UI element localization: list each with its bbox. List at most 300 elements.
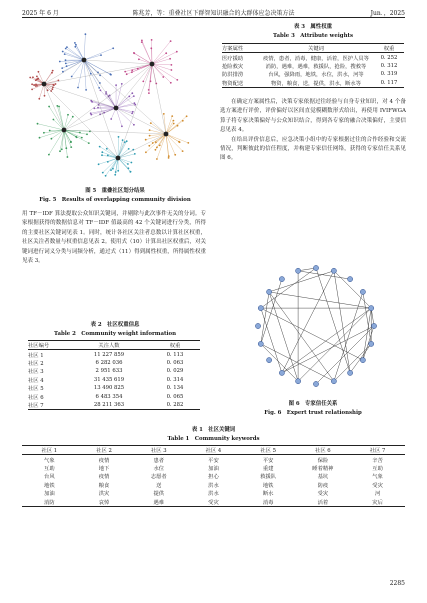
community-node [98,163,100,165]
table-2-title-cn: 表 2 社区权重信息 [90,322,140,328]
community-link [44,84,64,130]
community-node [76,136,78,138]
community-node [165,52,167,54]
table-header: 权重 [383,46,395,53]
community-node [44,95,46,97]
expert-node [369,306,374,311]
table-cell: 遇难 [153,499,165,506]
table-cell: 地铁 [44,482,55,489]
table-cell: 0. 029 [166,368,184,375]
table-header: 社区 1 [41,448,58,455]
table-cell: 0. 113 [166,351,184,358]
community-edge [152,52,177,64]
expert-node [360,358,365,363]
expert-node [331,268,336,273]
paragraph: 用 TF－IDF 算法提取公众知识关键词，并剔除与此次事件无关的分词。专家根据获得的数据信息对 TF－IDF 值最高的 42 个关键词进行分类，所得的主要社区关键词见表 1。同时，统计各社区关注者总数以计算社区权重，社区关注者数量与权重信息见表 2。使用式（10）计算出社区权重后，对关键词进行词义分类与词频分析，通过式（11）得到属性权重，所得属性权重见表 3。 [22,211,206,265]
community-node [132,111,134,113]
community-node [110,74,112,76]
table-header: 社区编号 [28,343,50,350]
trust-edge [298,308,371,381]
community-node [131,162,133,164]
right-column-text [220,98,406,164]
community-node [62,51,64,53]
community-node [74,46,76,48]
table-row [222,62,404,70]
community-edge [84,55,101,60]
table-cell: 0. 063 [166,359,184,366]
community-node [38,98,40,100]
table-row [222,70,404,78]
table-row [22,455,405,464]
expert-node [279,370,284,375]
table-1-title-en: Table 1 Community keywords [167,436,260,442]
community-node [65,63,67,65]
trust-edge [261,308,363,360]
community-edge [106,158,118,176]
community-edge [152,41,171,64]
figure-5-overlapping-community-graph [24,22,204,184]
community-edge [66,49,84,61]
community-node [81,137,83,139]
table-cell: 洪灾 [98,491,110,498]
community-node [65,48,67,50]
community-node [98,87,100,89]
community-edge [67,47,84,60]
community-node [102,172,104,174]
table-cell: 疫情 [98,474,110,481]
community-hub-node [164,132,169,137]
expert-node [296,268,301,273]
community-node [70,141,72,143]
table-row [22,489,405,497]
expert-node [258,341,263,346]
community-edge [152,64,163,77]
community-node [31,83,33,85]
community-node [170,82,172,84]
community-node [65,147,67,149]
table-cell: 疫情，患者，消毒，健康，活着，医护人员等 [263,55,369,62]
expert-node [360,289,365,294]
community-node [133,124,135,126]
community-node [100,89,102,91]
table-cell: 防洪排涝 [222,72,244,79]
table-cell: 0. 319 [380,71,398,78]
table-cell: 受灾 [372,482,383,489]
community-link [152,64,166,134]
header-issue: Jun．，2025 [370,10,405,17]
community-edge [57,106,64,130]
table-cell: 睡着精神 [312,465,334,472]
table-cell: 灾后 [372,499,383,506]
community-edge [75,43,84,60]
table-cell: 消毒 [262,499,274,506]
community-node [150,47,152,49]
community-node [107,155,109,157]
community-edge [125,64,152,72]
community-node [49,130,51,132]
table-header: 方案属性 [222,46,244,53]
trust-edge [269,292,371,308]
community-hub-node [116,156,121,161]
table-cell: 辛苦 [372,457,383,464]
community-edge [152,53,166,64]
table-cell: 地下 [98,465,110,472]
community-node [64,53,66,55]
trust-edge [334,271,371,308]
community-node [131,92,133,94]
table-cell: 0. 252 [380,54,398,61]
community-node [182,150,184,152]
community-node [133,52,135,54]
community-node [169,58,171,60]
community-node [168,155,170,157]
community-node [67,114,69,116]
community-node [36,76,38,78]
table-cell: 救援队 [260,474,277,481]
table-row [28,401,200,410]
trust-edge [363,308,371,360]
table-cell: 加油 [44,491,55,498]
community-node [38,71,40,73]
trust-edge [261,279,282,344]
community-node [74,42,76,44]
community-node [115,84,117,86]
table-cell: 疫情 [98,457,110,464]
community-edge [84,60,86,90]
community-node [130,171,132,173]
community-node [32,76,34,78]
community-edge [49,107,64,131]
trust-edge [282,308,371,373]
community-node [106,148,108,150]
community-hub-node [150,62,155,67]
community-node [145,139,147,141]
table-3-title-cn: 表 3 属性权重 [294,24,332,30]
paragraph: 在给出评价信息后，应急决策小组中的专家根据过往的合作经验和交流情况，判断彼此的信任程度，并构建专家信任网络，获得的专家信任关系见图 6。 [220,136,406,162]
community-node [145,151,147,153]
table-cell: 0. 282 [166,401,184,408]
expert-node [348,277,353,282]
community-node [48,154,50,156]
table-cell: 保险 [317,457,329,464]
community-node [105,175,107,177]
trust-edge [316,326,374,384]
page-number: 2285 [389,580,405,587]
community-node [156,158,158,160]
table-row [28,359,200,367]
community-node [100,54,102,56]
trust-edge [334,271,350,373]
community-node [134,153,136,155]
community-node [36,78,38,80]
table-cell: 担心 [208,474,219,481]
community-node [48,106,50,108]
community-node [155,141,157,143]
header-title: 陈兆芳，等：重叠社区下群智知识融合的大群体应急决策方法 [132,10,295,17]
table-cell: 社区 7 [28,402,44,409]
left-column-text [22,210,206,266]
table-header: 社区 7 [369,448,386,455]
table-cell: 0. 065 [166,393,184,400]
table-row [28,367,200,375]
table-cell: 送 [156,482,162,489]
community-node [31,89,33,91]
table-cell: 洪水 [208,491,219,498]
community-node [170,40,172,42]
table-cell: 地铁 [262,482,274,489]
table-cell: 气象 [372,474,383,481]
expert-node [331,379,336,384]
figure-6-expert-trust-network [246,256,386,396]
table-cell: 消防 [44,499,55,506]
table-1-title-cn: 表 1 社区关键词 [191,427,236,433]
trust-edge [316,268,350,373]
community-node [122,139,124,141]
table-header: 关键词 [308,46,324,53]
community-node [58,106,60,108]
table-cell: 基坑 [317,474,329,481]
table-cell: 抢险救灾 [222,63,244,70]
table-cell: 社区 1 [28,352,44,359]
table-cell: 0. 314 [166,376,184,383]
table-cell: 台风，强降雨，地铁，水位，洪水，河等 [268,72,364,79]
community-node [148,145,150,147]
community-node [151,39,153,41]
table-cell: 医疗援助 [222,55,244,62]
community-node [187,142,189,144]
community-node [72,116,74,118]
community-node [152,142,154,144]
community-link [64,64,152,130]
table-row [222,53,404,62]
table-header: 社区 3 [150,448,167,455]
running-header [0,0,427,18]
expert-node [369,341,374,346]
community-node [162,76,164,78]
community-node [52,88,54,90]
community-node [128,148,130,150]
trust-edge [261,344,298,381]
community-node [89,131,91,133]
table-header: 社区 6 [315,448,331,455]
community-node [177,125,179,127]
community-node [66,46,68,48]
table-3-title-en: Table 3 Attribute weights [272,33,354,39]
community-edge [116,96,134,108]
table-cell: 活着 [317,499,329,506]
community-node [61,148,63,150]
community-node [85,89,87,91]
expert-node [267,358,272,363]
table-row [28,384,200,392]
expert-node [313,381,318,386]
trust-edge [261,292,269,344]
community-node [59,61,61,63]
expert-node [258,306,263,311]
community-node [174,154,176,156]
community-hub-node [82,58,87,63]
table-header: 社区 2 [96,448,112,455]
table-cell: 气象 [44,457,55,464]
community-edge [142,40,152,64]
community-node [88,142,90,144]
community-node [35,84,37,86]
community-node [71,76,73,78]
table-cell: 平安 [262,457,274,464]
table-row [22,472,405,480]
table-cell: 13 490 825 [93,385,125,392]
community-node [29,77,31,79]
community-node [171,69,173,71]
expert-node [348,370,353,375]
community-node [171,115,173,117]
table-header: 关注人数 [98,343,120,350]
figure-5-caption-cn: 图 5 重叠社区划分结果 [85,188,145,194]
expert-node [279,277,284,282]
community-node [37,123,39,125]
community-node [61,67,63,69]
community-node [43,132,45,134]
table-cell: 加油 [208,465,219,472]
community-node [121,125,123,127]
community-node [124,141,126,143]
table-row [22,481,405,489]
table-cell: 2 951 633 [95,368,123,375]
community-edge [91,108,116,115]
community-edge [59,107,64,131]
community-node [126,140,128,142]
community-node [101,154,103,156]
table-cell: 28 211 363 [93,401,125,408]
community-node [51,138,53,140]
paragraph: 在确定方案属性后，决策专家依据过往经验与自身专业知识，对 4 个备选方案进行评价，评价偏好以区间直觉模糊数形式给出，再使用 IVIFWGA 算子将专家决策偏好与公众知识结合，得到各专家的融合决策偏好，主要信息见表 4。 [220,99,406,134]
community-node [173,120,175,122]
table-cell: 社区 5 [28,386,44,393]
table-cell: 6 483 354 [95,393,123,400]
table-cell: 0. 134 [166,385,184,392]
table-cell: 受灾 [317,491,329,498]
table-1 [22,445,405,507]
figure-6-caption-cn: 图 6 专家信任关系 [288,401,338,407]
table-cell: 提供 [153,491,165,498]
table-cell: 0. 117 [380,79,398,86]
figure-6-caption-en: Fig. 6 Expert trust relationship [264,410,362,416]
community-node [173,123,175,125]
community-edge [153,134,166,143]
table-cell: 11 227 859 [93,351,125,358]
community-node [58,80,60,82]
table-cell: 志愿者 [150,474,167,481]
table-row [28,350,200,359]
community-link [116,108,166,134]
table-row [28,376,200,384]
trust-edge [282,271,334,373]
community-node [90,112,92,114]
community-node [85,33,87,35]
community-link [84,60,152,64]
community-node [117,170,119,172]
community-link [118,64,152,158]
table-cell: 社区 2 [28,360,44,367]
community-node [149,135,151,137]
community-node [33,84,35,86]
community-node [176,51,178,53]
header-date: 2025 年 6 月 [22,10,59,17]
community-hub-node [42,82,47,87]
trust-edge [269,292,334,381]
community-node [107,161,109,163]
trust-edge [261,344,334,381]
expert-node [296,379,301,384]
community-node [114,174,116,176]
community-node [186,115,188,117]
community-node [176,79,178,81]
community-node [67,156,69,158]
expert-node [267,289,272,294]
trust-edge [298,271,350,279]
expert-node [255,323,260,328]
community-node [148,92,150,94]
community-node [110,169,112,171]
table-cell: 台风 [44,474,55,481]
table-cell: 0. 312 [380,62,398,69]
community-node [131,113,133,115]
table-cell: 哀悼 [98,499,110,506]
community-node [99,146,101,148]
community-node [65,59,67,61]
table-cell: 平安 [208,457,219,464]
community-edge [127,64,152,74]
community-node [155,149,157,151]
community-node [97,107,99,109]
table-cell: 患者 [153,457,165,464]
table-row [22,497,405,506]
community-node [171,64,173,66]
community-node [156,147,158,149]
table-header: 权重 [169,343,181,350]
community-node [86,133,88,135]
community-node [163,113,165,115]
community-node [53,119,55,121]
table-cell: 社区 3 [28,369,44,376]
table-cell: 重建 [262,465,274,472]
table-cell: 洪水 [208,482,219,489]
table-cell: 物资，粮食，送，提供，洪水，断水等 [270,80,362,87]
table-cell: 消防，遇难，遇难，救援队，抢险，搜救等 [265,63,367,70]
community-node [118,136,120,138]
community-node [179,141,181,143]
community-edge [116,108,132,113]
table-cell: 社区 4 [28,377,44,384]
community-node [138,58,140,60]
community-node [159,145,161,147]
trust-edge [261,308,282,373]
community-node [39,137,41,139]
community-node [90,100,92,102]
community-hub-node [62,128,67,133]
expert-node [371,323,376,328]
community-link [118,134,166,158]
community-node [128,167,130,169]
table-cell: 互助 [372,465,383,472]
community-node [56,105,58,107]
community-node [150,122,152,124]
community-edge [63,52,84,61]
community-node [59,150,61,152]
table-cell: 水位 [153,465,165,472]
table-header: 社区 5 [260,448,276,455]
community-hub-node [114,106,119,111]
